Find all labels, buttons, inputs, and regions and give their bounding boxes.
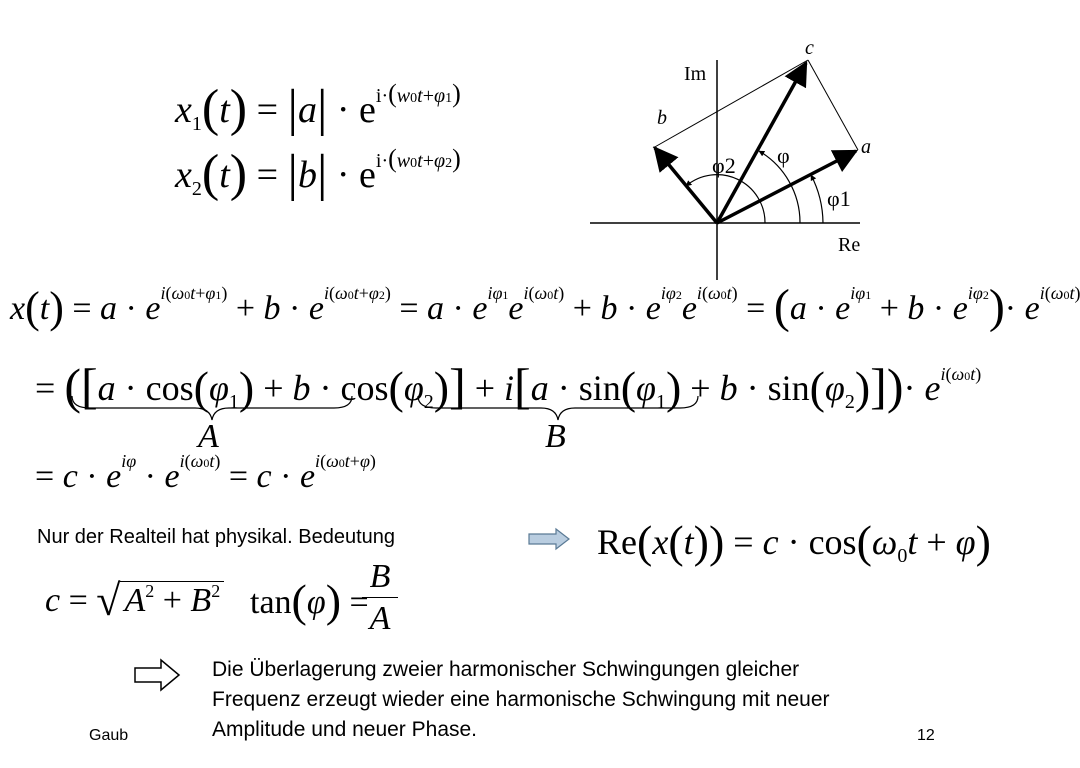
label-a: a <box>861 136 871 158</box>
label-b: b <box>657 107 667 129</box>
conclusion-line-2: Frequenz erzeugt wieder eine harmonische Schwingung mit neuer <box>212 688 830 711</box>
fraction-b-over-a <box>362 560 398 636</box>
brace-b <box>418 396 698 420</box>
brace-a <box>72 396 352 420</box>
brace-label-b: B <box>545 418 566 455</box>
equation-re-part: $Re(x(t)) = c \cdot \cos(\omega_0t + \varphi)$ <box>597 516 991 567</box>
label-c: c <box>805 37 814 59</box>
equation-x2: $x_2(t) = |b| \cdot e^{i\cdot(w0t+\varphi 2)}$ <box>175 144 461 202</box>
realteil-note: Nur der Realteil hat physikal. Bedeutung <box>37 526 395 548</box>
conclusion-line-1: Die Überlagerung zweier harmonischer Schwingungen gleicher <box>212 658 800 681</box>
equation-line3: = $c \cdot e^{i\varphi} \cdot e^{i(\omega 0t)} = c \cdot e^{i(\omega 0t+\varphi)}$ <box>35 451 376 495</box>
fraction-denominator: A <box>369 600 391 637</box>
equation-c: c = √ $A^2 + B^2$ <box>45 575 224 619</box>
footer-page-number: 12 <box>917 727 935 744</box>
label-phi: φ <box>777 143 790 168</box>
right-arrow-icon <box>528 528 570 550</box>
equation-tan: tan(φ) = <box>250 575 369 626</box>
label-im: Im <box>684 63 707 85</box>
equation-line2: = $([a \cdot \cos(\varphi_1) + b \cdot \cos(\varphi_2)] + i[a \cdot \sin(\varphi_1) + b \cdot \sin(\varphi_2)])\cdot e^{i(\omega 0t)}$ <box>35 358 982 414</box>
brace-label-a: A <box>198 418 219 455</box>
label-phi2: φ2 <box>712 153 736 178</box>
footer-author: Gaub <box>89 727 129 744</box>
equation-line1: $x(t) = a \cdot e^{i(\omega 0t+\varphi 1)} + b \cdot e^{i(\omega 0t+\varphi 2)} = a \cdot e^{i\varphi 1}e^{i(\omega 0t)} + b \cdot e^{i\varphi 2}e^{i(\omega 0t)} = (a \cdot e^{i\varphi 1} + b \cdot e^{i\varphi 2})\cdot e^{i(\omega 0t)}$ <box>10 280 1080 333</box>
equation-x1: $x_1(t) = |a| \cdot e^{i\cdot(w0t+\varphi 1)}$ <box>175 79 461 137</box>
conclusion-line-3: Amplitude und neuer Phase. <box>212 718 478 741</box>
label-phi1: φ1 <box>827 186 851 211</box>
fraction-bar <box>362 597 398 598</box>
fraction-numerator: B <box>369 558 391 595</box>
conclusion-arrow-icon <box>133 658 181 692</box>
label-re: Re <box>838 234 861 256</box>
